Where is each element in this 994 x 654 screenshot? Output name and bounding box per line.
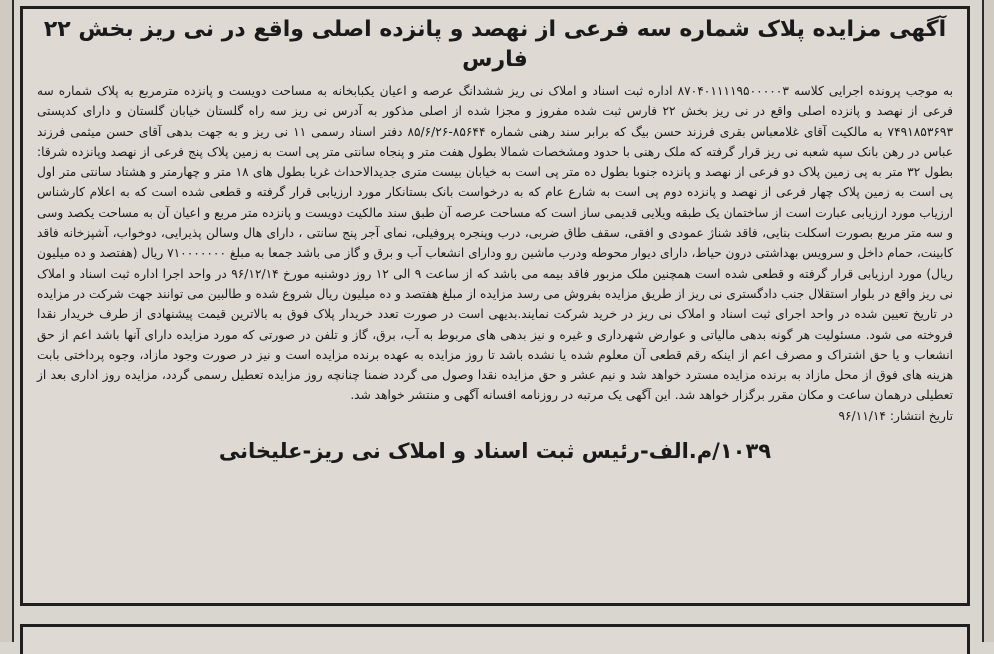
publish-date: تاریخ انتشار: ۹۶/۱۱/۱۴ xyxy=(838,408,953,423)
notice-title: آگهی مزایده پلاک شماره سه فرعی از نهصد و پانزده اصلی واقع در نی ریز بخش ۲۲ فارس xyxy=(43,17,947,72)
adjacent-column-right xyxy=(982,0,994,642)
adjacent-column-left xyxy=(0,0,14,642)
next-notice-box xyxy=(20,624,970,654)
watermark xyxy=(353,159,655,291)
notice-body: به موجب پرونده اجرایی کلاسه ۸۷۰۴۰۱۱۱۱۹۵۰۰۰۰۰۳ اداره ثبت اسناد و املاک نی ریز ششدانگ عرصه و اعیان یکبابخانه به مساحت دویست و پانزده مترمربع به پلاک شماره سه فرعی از نهصد و پانزده اصلی واقع در نی ریز بخش ۲۲ فارس ثبت شده مفروز و مجزا شده از اصلی مذکور به آدرس نی ریز سه راه گلستان خیابان گلستان و دارای کدپستی ۷۴۹۱۸۵۳۶۹۳ به مالکیت آقای غلامعباس بقری فرزند حسن بیگ که برابر سند رهنی شماره ۸۵۶۴۴-۸۵/۶/۲۶ دفتر اسناد رسمی ۱۱ نی ریز و به جهت بدهی آقای حسن میثمی فرزند عباس در رهن بانک سپه شعبه نی ریز قرار گرفته که ملک رهنی با حدود ومشخصات شمالا بطول هفت متر و پنجاه سانتی متر پی است به زمین پلاک پنج فرعی از نهصد وپانزده شرقا: بطول ۳۲ متر به پی زمین پلاک دو فرعی از نهصد و پانزده جنوبا بطول ده متر پی است به خیابان بیست متری جدیدالاحداث غربا بطول های ۱۸ متر و چهارمتر و هشتاد سانتی متر اول پی است به زمین پلاک چهار فرعی از نهصد و پانزده دوم پی است به شارع عام که به درخواست بانک بستانکار مورد ارزیابی قرار گرفته و قطعی شده است که به اعلام کارشناس ارزیاب مورد ارزیابی عبارت است از ساختمان یک طبقه ویلایی قدیمی ساز است که مساحت عرصه آن طبق سند مالکیت دویست و پانزده متر مربع و اعیان آن به مساحت یکصد وسی و سه متر مربع بصورت اسکلت بنایی، فاقد شناژ عمودی و افقی، سقف طاق ضربی، درب وپنجره پروفیلی، نمای آجر پنج سانتی ، دارای هال وسالن پذیرایی، دوخواب، آشپزخانه فاقد کابینت، حمام داخل و سرویس بهداشتی درون حیاط، دارای دیوار محوطه ودرب ماشین رو ودارای انشعاب آب و برق و گاز می باشد جمعا به مبلغ ۷۱۰۰۰۰۰۰۰ ریال (هفتصد و ده میلیون ریال) مورد ارزیابی قرار گرفته و قطعی شده است همچنین ملک مزبور فاقد بیمه می باشد که از ساعت ۹ الی ۱۲ روز دوشنبه مورخ ۹۶/۱۲/۱۴ در واحد اجرا اداره ثبت اسناد و املاک نی ریز واقع در بلوار استقلال جنب دادگستری نی ریز از طریق مزایده بفروش می رسد مزایده از مبلغ هفتصد و ده میلیون ریال شروع شده و طالبین می توانند جهت شرکت در مزایده در تاریخ تعیین شده در واحد اجرای ثبت اسناد و املاک نی ریز در خرید شرکت نمایند.بدیهی است در صورت تعدد خریدار پلاک فوق به بالاترین قیمت پیشنهادی از طرف خریدار نقدا فروخته می شود. مسئولیت هر گونه بدهی مالیاتی و عوارض شهرداری و غیره و نیز بدهی های مربوط به آب، برق، گاز و تلفن در صورتی که مورد مزایده دارای آنها باشد اعم از حق انشعاب و یا حق اشتراک و مصرف اعم از اینکه رقم قطعی آن معلوم شده یا نشده باشد تا روز مزایده به عهده برنده مزایده است و نیز در صورت وجود مازاد، وجوه پرداختی بابت هزینه های فوق از محل مازاد به برنده مزایده مسترد خواهد شد و نیم عشر و حق مزایده نقدا وصول می گردد ضمنا چنانچه روز مزایده تعطیل رسمی گردد، مزایده روز اداری بعد از تعطیلی درهمان ساعت و مکان مقرر برگزار خواهد شد. این آگهی یک مرتبه در روزنامه افسانه آگهی و منتشر خواهد شد. xyxy=(37,84,954,403)
notice-signature: ۱۰۳۹/م.الف-رئیس ثبت اسناد و املاک نی ریز-علیخانی xyxy=(218,438,772,463)
auction-notice xyxy=(20,6,970,606)
